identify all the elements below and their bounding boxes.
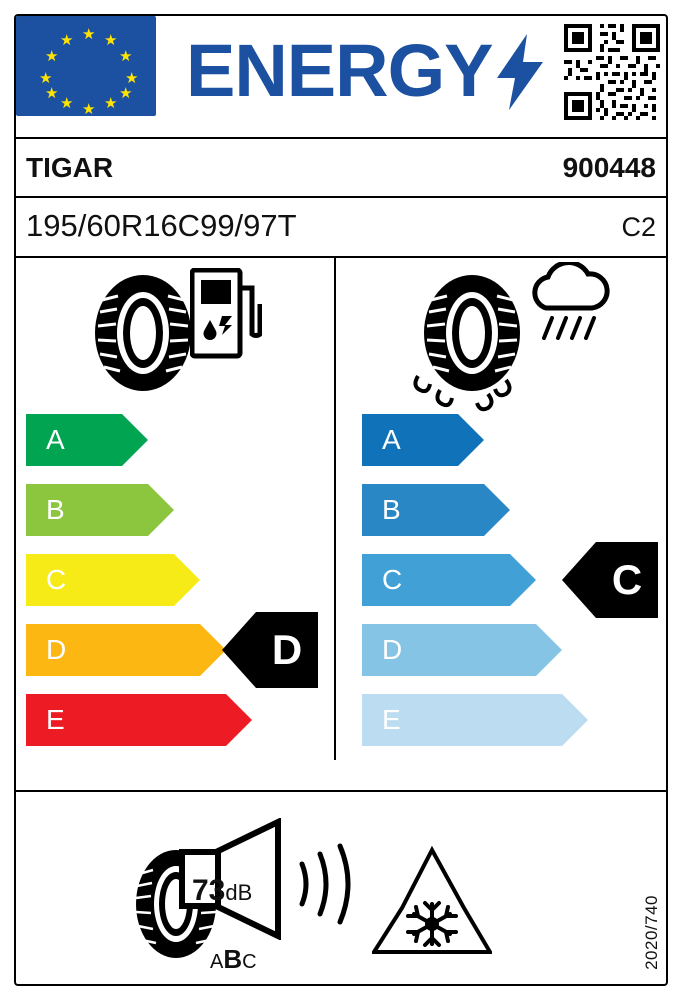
brand-name: TIGAR	[26, 152, 114, 183]
noise-value: 73dB	[192, 874, 253, 907]
tyre-size: 195/60R16C99/97T	[26, 208, 297, 243]
fuel-rating-badge	[256, 612, 318, 688]
page-title: ENERGY	[186, 29, 493, 112]
lightning-bolt-icon	[497, 34, 543, 110]
fuel-class-c-label: C	[46, 564, 67, 595]
noise-unit: dB	[225, 880, 253, 905]
wet-class-d-label: D	[382, 634, 403, 665]
divider-size	[16, 256, 666, 258]
fuel-class-e	[26, 694, 226, 746]
fuel-class-e-label: E	[46, 704, 65, 735]
fuel-class-d	[26, 624, 200, 676]
wet-class-c	[362, 554, 510, 606]
wet-rating-badge	[596, 542, 658, 618]
divider-header	[16, 137, 666, 139]
divider-bottom	[16, 790, 666, 792]
wet-class-a	[362, 414, 458, 466]
model-code: 900448	[562, 152, 656, 183]
fuel-class-a	[26, 414, 122, 466]
fuel-tyre-icon	[88, 272, 198, 394]
tyre-class: C2	[621, 212, 656, 242]
sound-waves-icon	[296, 838, 352, 930]
three-peak-mountain-snowflake-icon	[372, 842, 492, 962]
noise-class-b-selected: B	[223, 944, 243, 974]
wet-class-b	[362, 484, 484, 536]
qr-code	[564, 24, 660, 120]
noise-class-c: C	[242, 951, 257, 973]
noise-class-a: A	[210, 951, 224, 973]
divider-brand	[16, 196, 666, 198]
wet-class-a-label: A	[382, 424, 401, 455]
fuel-pump-icon	[190, 268, 262, 360]
rain-cloud-icon	[524, 262, 614, 354]
wet-class-e	[362, 694, 562, 746]
wet-class-b-label: B	[382, 494, 401, 525]
fuel-class-b	[26, 484, 148, 536]
eu-flag: ★ ★ ★ ★ ★ ★ ★ ★ ★ ★ ★ ★	[16, 16, 156, 116]
fuel-class-d-label: D	[46, 634, 67, 665]
fuel-rating-value: D	[271, 626, 303, 673]
fuel-class-b-label: B	[46, 494, 65, 525]
fuel-class-c	[26, 554, 174, 606]
label-date: 2020/740	[642, 895, 661, 970]
wet-class-c-label: C	[382, 564, 403, 595]
wet-class-e-label: E	[382, 704, 401, 735]
wet-rating-value: C	[611, 556, 643, 603]
noise-class-scale	[210, 944, 257, 975]
column-divider	[334, 258, 336, 760]
wet-class-d	[362, 624, 536, 676]
fuel-class-a-label: A	[46, 424, 65, 455]
wet-tyre-icon	[410, 272, 530, 412]
